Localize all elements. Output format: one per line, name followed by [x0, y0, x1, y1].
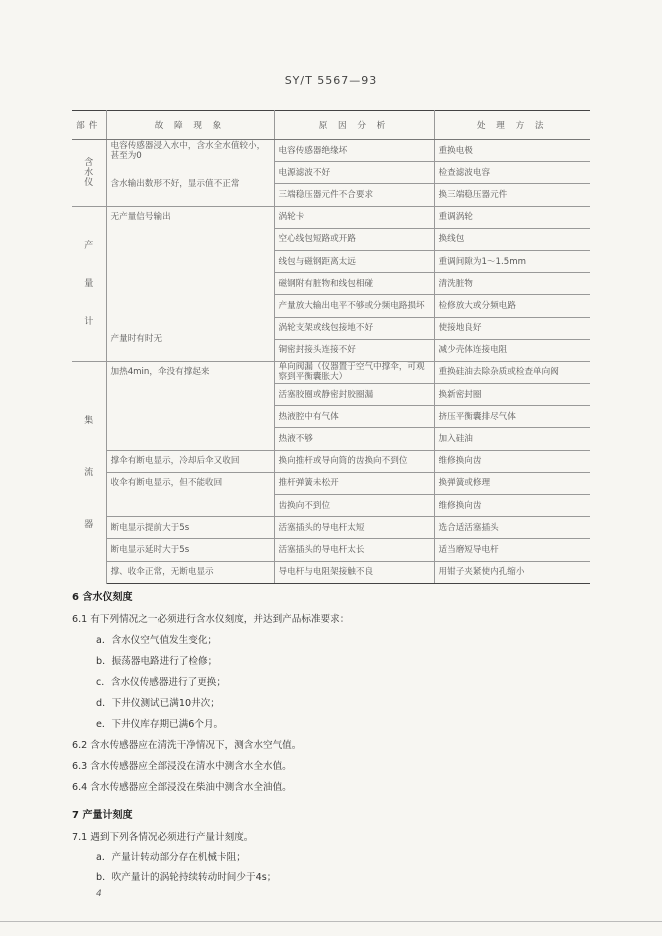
solution-cell: 加入硅油 — [434, 428, 590, 450]
group-label-water-meter — [72, 140, 106, 207]
paragraph-7-1: 7.1 遇到下列各情况必须进行产量计刻度。 — [72, 832, 254, 843]
table-row — [72, 517, 590, 539]
solution-cell: 减少壳体连接电阻 — [434, 339, 590, 361]
cause-cell: 三端稳压器元件不合要求 — [274, 184, 434, 206]
list-item-7-1-b: b．吹产量计的涡轮持续转动时间少于4s； — [96, 872, 277, 883]
group-label-flow-meter — [72, 206, 106, 361]
symptom-cell: 含水输出数形不好，显示值不正常 — [106, 162, 274, 206]
cause-cell: 导电杆与电阻架接触不良 — [274, 561, 434, 583]
solution-cell: 挤压平衡囊排尽气体 — [434, 406, 590, 428]
symptom-cell: 无产量信号输出 — [106, 206, 274, 317]
symptom-cell: 断电显示延时大于5s — [106, 539, 274, 561]
solution-cell: 维修换向齿 — [434, 495, 590, 517]
cause-cell: 涡轮支架或线包接地不好 — [274, 317, 434, 339]
column-header-part: 部件 — [72, 111, 106, 140]
list-item-6-1-e: e．下井仪库存期已满6个月。 — [96, 719, 224, 730]
cause-cell: 电源滤波不好 — [274, 162, 434, 184]
cause-cell: 推杆弹簧未松开 — [274, 472, 434, 494]
cause-cell: 活塞插头的导电杆太短 — [274, 517, 434, 539]
list-item-7-1-a: a．产量计转动部分存在机械卡阻； — [96, 852, 246, 863]
solution-cell: 重调涡轮 — [434, 206, 590, 228]
symptom-cell: 产量时有时无 — [106, 317, 274, 361]
document-header: SY/T 5567—93 — [284, 74, 378, 87]
solution-cell: 换三端稳压器元件 — [434, 184, 590, 206]
list-item-6-1-a: a．含水仪空气值发生变化； — [96, 635, 218, 646]
cause-cell: 换向推杆或导向筒的齿换向不到位 — [274, 450, 434, 472]
page-number: 4 — [96, 889, 102, 899]
list-item-6-1-c: c．含水仪传感器进行了更换； — [96, 677, 226, 688]
table-row — [72, 450, 590, 472]
symptom-cell: 撑伞有断电显示，冷却后伞又收回 — [106, 450, 274, 472]
scan-edge-line — [0, 921, 662, 922]
paragraph-6-4: 6.4 含水传感器应全部浸没在柴油中测含水全油值。 — [72, 782, 292, 793]
solution-cell: 换新密封圈 — [434, 384, 590, 406]
cause-cell: 热液腔中有气体 — [274, 406, 434, 428]
paragraph-6-3: 6.3 含水传感器应全部浸没在清水中测含水全水值。 — [72, 761, 292, 772]
solution-cell: 用钳子夹紧使内孔缩小 — [434, 561, 590, 583]
symptom-cell: 加热4min，伞没有撑起来 — [106, 361, 274, 450]
table-row — [72, 140, 590, 162]
cause-cell: 单向阀漏（仪器置于空气中撑伞，可观察到平衡囊胀大） — [274, 361, 434, 383]
table-row — [72, 206, 590, 228]
paragraph-6-1: 6.1 有下列情况之一必须进行含水仪刻度，并达到产品标准要求： — [72, 614, 350, 625]
table-row — [72, 162, 590, 184]
cause-cell: 电容传感器绝缘坏 — [274, 140, 434, 162]
symptom-cell: 断电显示提前大于5s — [106, 517, 274, 539]
solution-cell: 检查滤波电容 — [434, 162, 590, 184]
solution-cell: 重换电极 — [434, 140, 590, 162]
solution-cell: 选合适活塞插头 — [434, 517, 590, 539]
section-6-title: 6 含水仪刻度 — [72, 592, 133, 603]
column-header-symptom: 故 障 现 象 — [106, 111, 274, 140]
cause-cell: 空心线包短路或开路 — [274, 228, 434, 250]
solution-cell: 换弹簧或修理 — [434, 472, 590, 494]
section-7-title: 7 产量计刻度 — [72, 810, 133, 821]
cause-cell: 活塞胶圈或静密封胶圈漏 — [274, 384, 434, 406]
cause-cell: 热液不够 — [274, 428, 434, 450]
table-row — [72, 317, 590, 339]
solution-cell: 维修换向齿 — [434, 450, 590, 472]
cause-cell: 铜密封接头连接不好 — [274, 339, 434, 361]
cause-cell: 产量放大输出电平不够或分频电路损坏 — [274, 295, 434, 317]
paragraph-6-2: 6.2 含水传感器应在清洗干净情况下，测含水空气值。 — [72, 740, 302, 751]
solution-cell: 检修放大或分频电路 — [434, 295, 590, 317]
group-label-collector — [72, 361, 106, 583]
solution-cell: 适当磨短导电杆 — [434, 539, 590, 561]
cause-cell: 齿换向不到位 — [274, 495, 434, 517]
symptom-cell: 电容传感器浸入水中，含水全水值较小，甚至为0 — [106, 140, 274, 162]
group-label-text: 含水仪 — [84, 157, 94, 188]
group-label-text: 产量计 — [84, 240, 94, 327]
cause-cell: 涡轮卡 — [274, 206, 434, 228]
cause-cell: 活塞插头的导电杆太长 — [274, 539, 434, 561]
solution-cell: 使接地良好 — [434, 317, 590, 339]
table-row — [72, 539, 590, 561]
column-header-solution: 处 理 方 法 — [434, 111, 590, 140]
list-item-6-1-b: b．振荡器电路进行了检修； — [96, 656, 218, 667]
table-row — [72, 561, 590, 583]
symptom-cell: 撑、收伞正常，无断电显示 — [106, 561, 274, 583]
solution-cell: 重调间隙为1～1.5mm — [434, 250, 590, 272]
table-header-row — [72, 111, 590, 140]
fault-table — [72, 110, 590, 584]
table-row — [72, 472, 590, 494]
cause-cell: 线包与磁钢距离太远 — [274, 250, 434, 272]
group-label-text: 集流器 — [84, 415, 94, 530]
solution-cell: 重换硅油去除杂质或检查单向阀 — [434, 361, 590, 383]
solution-cell: 换线包 — [434, 228, 590, 250]
symptom-cell: 收伞有断电显示，但不能收回 — [106, 472, 274, 516]
table-row — [72, 361, 590, 383]
solution-cell: 清洗脏物 — [434, 273, 590, 295]
column-header-cause: 原 因 分 析 — [274, 111, 434, 140]
list-item-6-1-d: d．下井仪测试已满10井次； — [96, 698, 220, 709]
cause-cell: 磁钢附有脏物和线包相碰 — [274, 273, 434, 295]
